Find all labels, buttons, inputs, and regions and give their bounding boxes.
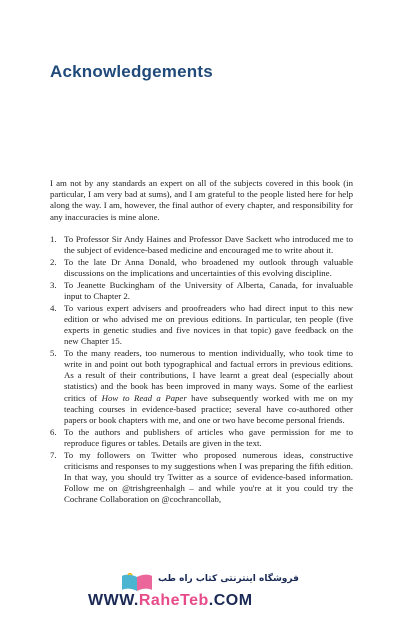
page-heading: Acknowledgements [50,62,213,81]
list-item-text: To the late Dr Anna Donald, who broadened my outlook through valuable discussions on the implications and uncertainties of this evolving discipline. [64,256,353,278]
list-item-text-part: To the many readers, too numerous to mention individually, who took time to write in and point out both typographical and factual errors in previous editions. As a result of their contributions, I have learnt a great deal (especially about statistics) and the book has been improved in many ways. Some of the earliest critics of [64,347,353,403]
list-item [50,234,353,256]
watermark-url [88,592,253,610]
list-item-text: To various expert advisers and proofreaders who had direct input to this new edition or who advised me on previous editions. In particular, ten people (five experts in genetic studies and five novices in that topic) gave feedback on the new Chapter 15. [64,302,353,347]
list-item-text: To Professor Sir Andy Haines and Professor Dave Sackett who introduced me to the subject of evidence-based medicine and encouraged me to write about it. [64,233,353,256]
list-item-text: To my followers on Twitter who proposed numerous ideas, constructive criticisms and responses to my suggestions when I was preparing the fifth edition. In that way, you should try Twitter as a source of evidence-based information. Follow me on @trishgreenhalgh – and while you're at it you could try the Cochrane Collaboration on @cochrancollab, [64,449,353,505]
list-item-number: 1. [50,233,57,244]
list-item [50,348,353,426]
list-item [50,280,353,302]
watermark-persian-text: فروشگاه اینترنتی کتاب راه طب [158,574,299,584]
list-item [50,427,353,449]
list-item-text: To the authors and publishers of articles who gave permission for me to reproduce figures or tables. Details are given in the text. [64,426,353,448]
list-item-text: To Jeanette Buckingham of the University of Alberta, Canada, for invaluable input to Chapter 2. [64,279,353,301]
list-item-number: 7. [50,449,57,460]
list-item [50,303,353,348]
acknowledgements-body [50,178,353,506]
list-item [50,450,353,506]
watermark-url-prefix: WWW. [88,592,139,609]
watermark-url-accent: RaheTeb [138,592,209,609]
list-item-number: 5. [50,347,57,358]
list-item-number: 6. [50,426,57,437]
acknowledgements-list [50,234,353,506]
list-item-number: 4. [50,302,57,313]
list-item-number: 3. [50,279,57,290]
intro-paragraph: I am not by any standards an expert on all of the subjects covered in this book (in particular, I am very bad at sums), and I am grateful to the people listed here for help along the way. I am, however, the final author of every chapter, and responsibility for any inaccuracies is mine alone. [50,178,353,222]
list-item-text [64,348,353,426]
list-item-text-part: have subsequently worked with me on my teaching courses in evidence-based practice; several have co-authored other papers or book chapters with me, and one or two have become personal friends. [64,392,353,426]
watermark-url-suffix: .COM [208,592,253,609]
watermark [88,573,400,613]
list-item [50,257,353,279]
list-item-number: 2. [50,256,57,267]
book-title-italic: How to Read a Paper [101,392,187,403]
